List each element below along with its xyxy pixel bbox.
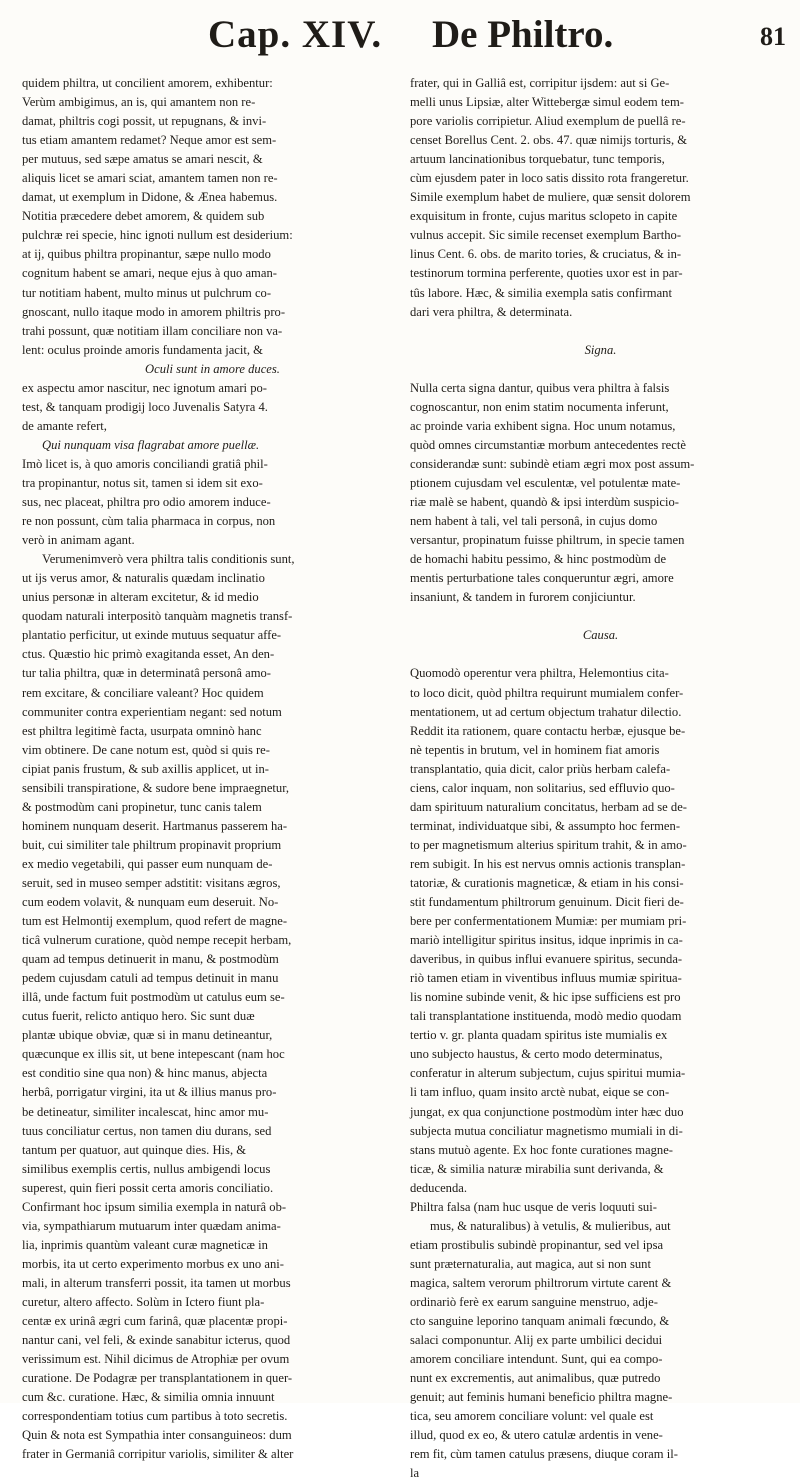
text-line: per mutuus, sed sæpe amatus se amari nescit, & (22, 152, 263, 167)
text-line: rem subigit. In his est nervus omnis actionis transplan- (410, 856, 686, 871)
text-line: Philtra falsa (nam huc usque de veris loquuti sui- (410, 1199, 657, 1214)
text-line: pulchræ rei specie, hinc ignoti nullum est desiderium: (22, 228, 293, 243)
text-line: salaci componuntur. Alij ex parte umbilici decidui (410, 1333, 663, 1348)
text-line: via, sympathiarum mutuarum inter quædam anima- (22, 1218, 281, 1233)
text-line (410, 322, 791, 341)
text-line: herbâ, porrigatur virgini, ita ut & illius manus pro- (22, 1085, 277, 1100)
text-line: frater in Germaniâ corripitur variolis, similiter & alter (22, 1447, 294, 1462)
text-line: superest, quin fieri possit certa amoris conciliatio. (22, 1180, 274, 1195)
text-line: uno subjecto haustus, & certo modo determinatus, (410, 1047, 663, 1062)
text-line: seruit, sed in museo semper adstitit: visitans ægros, (22, 875, 281, 890)
text-line: genuit; aut feminis humani beneficio philtra magne- (410, 1390, 673, 1405)
text-line: ac proinde varia exhibent signa. Hoc unum notamus, (410, 418, 676, 433)
text-line: similibus exemplis certis, nullus ambigendi locus (22, 1161, 271, 1176)
text-line: hominem nunquam deserit. Hartmanus passerem ha- (22, 818, 288, 833)
text-line: vulnus accepit. Sic simile recenset exemplum Bartho- (410, 228, 682, 243)
text-line: tur notitiam habent, multo minus ut pulchrum co- (22, 285, 272, 300)
text-line: illâ, unde factum fuit postmodùm ut catulus eum se- (22, 990, 285, 1005)
text-line: sunt præternaturalia, aut magica, aut si non sunt (410, 1256, 651, 1271)
text-line: etiam prostibulis subindè propinantur, sed vel ipsa (410, 1237, 664, 1252)
text-line: tuus conciliatur certus, non tamen diu durans, sed (22, 1123, 272, 1138)
page-number: 81 (760, 22, 786, 51)
text-line: cum eodem volavit, & nunquam eum deseruit. No- (22, 895, 279, 910)
text-line: considerandæ sunt: subindè etiam ægri mox post assum- (410, 456, 695, 471)
text-line: jungat, ex qua conjunctione postmodùm inter hæc duo (410, 1104, 684, 1119)
text-line: testinorum tormina perferente, quoties uxor est in par- (410, 266, 683, 281)
text-line: lis nomine subinde venit, & hic ipse sufficiens est pro (410, 990, 681, 1005)
text-line: plantatio perficitur, ut exinde mutuus sequatur affe- (22, 628, 282, 643)
text-line: nantur cani, vel feli, & exinde sanabitur icterus, quod (22, 1333, 291, 1348)
text-line: ordinariò ferè ex earum sanguine menstruo, adje- (410, 1295, 658, 1309)
text-line: trahi possunt, quæ notitiam illam conciliare non va- (22, 323, 283, 338)
text-line: dari vera philtra, & determinata. (410, 304, 573, 319)
text-line: nunt ex excrementis, aut animalibus, quæ putredo (410, 1371, 661, 1386)
text-line: terminat, individuatque sibi, & assumpto hoc fermen- (410, 818, 681, 833)
text-line: curetur, altero affecto. Solùm in Ictero fiunt pla- (22, 1295, 265, 1309)
text-line: riæ malè se habent, quandò & ipsi interdùm suspicio- (410, 495, 679, 510)
text-line: Reddit ita rationem, quare contactu herbæ, ejusque be- (410, 723, 686, 738)
text-line: Simile exemplum habet de muliere, quæ sensit dolorem (410, 190, 691, 205)
text-line: stans mutuò agente. Ex hoc fonte curationes magne- (410, 1142, 673, 1157)
text-line: mali, in alterum transferri possit, ita tamen ut morbus (22, 1275, 291, 1290)
text-line: la (410, 1466, 420, 1481)
text-line: unius personæ in alteram excitetur, & id medio (22, 590, 259, 605)
text-line: Notitia præcedere debet amorem, & quidem sub (22, 209, 265, 224)
text-line: be detineatur, similiter incalescat, hinc amor mu- (22, 1104, 269, 1119)
text-line: de amante refert, (22, 418, 107, 433)
text-line: tûs labore. Hæc, & similia exempla satis confirmant (410, 285, 672, 300)
text-line: cutus fuerit, relicto antiquo hero. Sic sunt duæ (22, 1009, 255, 1024)
text-line: ticæ, & similia naturæ mirabilia sunt derivanda, & (410, 1161, 664, 1176)
text-line: damat, philtris cogi possit, ut repugnans, & invi- (22, 114, 267, 129)
text-line: to loco dicit, quòd philtra requirunt mumialem confer- (410, 685, 684, 700)
text-line: amorem conciliare intendunt. Sunt, qui ea compo- (410, 1352, 663, 1367)
text-line: exquisitum in fronte, cujus maritus sclopeto in capite (410, 209, 678, 224)
text-line: centæ ex urinâ ægri cum farinâ, quæ placentæ propi- (22, 1314, 288, 1329)
text-line: tra propinantur, notus sit, tamen si idem sit exo- (22, 475, 263, 490)
text-line: tur talia philtra, quæ in determinatâ personâ amo- (22, 666, 271, 681)
text-line (410, 607, 791, 626)
text-line: correspondentiam totius cum partibus à toto secretis. (22, 1409, 288, 1424)
text-line: to per magnetismum alterius spiritum trahit, & in amo- (410, 837, 687, 852)
text-line: re non possunt, cùm talia pharmaca in corpus, non (22, 514, 276, 529)
text-line: pedem cujusdam catuli ad tempus detinuit in manu (22, 971, 279, 986)
text-line: nem habent à tali, vel tali personâ, in cujus domo (410, 514, 658, 529)
text-line: de homachi habitu pessimo, & hinc postmodùm de (410, 552, 667, 567)
text-line: ctus. Quæstio hic primò exagitanda esset, An den- (22, 647, 275, 662)
text-line: cipiat panis frustum, & sub axillis applicet, ut in- (22, 761, 269, 776)
text-line: li tam influo, quam insito arctè nubat, eique se con- (410, 1085, 670, 1100)
text-line: bere per confermentationem Mumiæ: per mumiam pri- (410, 914, 687, 929)
text-line: Quin & nota est Sympathia inter consanguineos: dum (22, 1428, 292, 1443)
text-line: melli unus Lipsiæ, alter Wittebergæ simul eodem tem- (410, 95, 684, 110)
text-line: damat, ut exemplum in Didone, & Ænea habemus. (22, 190, 278, 205)
text-line: test, & tanquam prodigij loco Juvenalis Satyra 4. (22, 399, 268, 414)
section-heading: De Philtro. (432, 13, 614, 56)
text-line: censet Borellus Cent. 2. obs. 47. quæ nimijs torturis, & (410, 133, 688, 148)
text-line (410, 360, 791, 379)
text-line: riò tamen etiam in viventibus influus mumiæ spiritua- (410, 971, 682, 986)
text-line: cognitum habent se amari, neque ejus à quo aman- (22, 266, 277, 281)
text-line: transplantatio, quia dicit, calor priùs herbam calefa- (410, 761, 671, 776)
text-line: ciens, calor inquam, non solitarius, sed effluvio quo- (410, 780, 675, 795)
text-line: rem excitare, & conciliare valeant? Hoc quidem (22, 685, 264, 700)
text-line: mus, & naturalibus) à vetulis, & mulieribus, aut (430, 1218, 671, 1233)
text-line: Verùm ambigimus, an is, qui amantem non re- (22, 95, 256, 110)
text-line: deducenda. (410, 1180, 467, 1195)
text-line: morbis, ita ut certo experimento morbus ex uno ani- (22, 1256, 284, 1271)
text-line: est philtra legitimè facta, usurpata omninò hanc (22, 723, 262, 738)
text-line: quòd omnes circumstantiæ morbum antecedentes rectè (410, 437, 686, 452)
text-line: ut ijs verus amor, & naturalis quædam inclinatio (22, 571, 265, 586)
text-line: versantur, propinatum fuisse philtrum, in specie tamen (410, 533, 685, 548)
text-line: cognoscantur, non enim statim nocumenta inferunt, (410, 399, 669, 414)
text-line: cum &c. curatione. Hæc, & similia omnia innuunt (22, 1390, 275, 1405)
text-line: dam spirituum naturalium concitatus, herbam ad se de- (410, 799, 687, 814)
chapter-heading: Cap. XIV. (208, 13, 383, 56)
text-line: tantum per quatuor, aut quinque dies. His, & (22, 1142, 247, 1157)
text-line: aliquis licet se amari sciat, amantem tamen non re- (22, 171, 278, 186)
text-line: vim obtinere. De cane notum est, quòd si quis re- (22, 742, 270, 757)
text-line: mentis perturbatione tales conqueruntur ægri, amore (410, 571, 674, 586)
text-line: plantæ ubique obviæ, quæ si in manu detineantur, (22, 1028, 273, 1043)
left-text-column (22, 74, 403, 1462)
text-line: magica, saltem verorum philtrorum virtute carent & (410, 1275, 672, 1290)
text-line: ptionem cujusdam vel esculentæ, vel potulentæ mate- (410, 475, 681, 490)
text-line: nè tepentis in brutum, vel in hominem fiat amoris (410, 742, 660, 757)
text-line: & postmodùm cani propinetur, tunc canis talem (22, 799, 262, 814)
text-line: linus Cent. 6. obs. de marito tories, & cruciatus, & in- (410, 247, 682, 262)
text-line: tus etiam amantem redamet? Neque amor est sem- (22, 133, 277, 148)
text-line: cto sanguine leporino tanquam animali fœcundo, & (410, 1314, 670, 1329)
text-line: quidem philtra, ut concilient amorem, exhibentur: (22, 76, 273, 90)
text-line: daveribus, in quibus influi evanuere spiritus, secunda- (410, 952, 683, 967)
text-line: Qui nunquam visa flagrabat amore puellæ. (42, 437, 260, 452)
text-line: tum est Helmontij exemplum, quod refert de magne- (22, 914, 288, 929)
text-line: verissimum est. Nihil dicimus de Atrophiæ per ovum (22, 1352, 290, 1367)
text-line: ticâ vulnerum curatione, quòd nempe recepit herbam, (22, 933, 292, 948)
text-line: cùm ejusdem pater in loco satis dissito rota frangeretur. (410, 171, 689, 186)
text-line: Confirmant hoc ipsum similia exempla in naturâ ob- (22, 1199, 287, 1214)
text-line: Imò licet is, à quo amoris conciliandi gratiâ phil- (22, 456, 268, 471)
text-line (410, 645, 791, 664)
text-line: Causa. (582, 628, 619, 643)
text-line: lia, inprimis quantùm valeant curæ magneticæ in (22, 1237, 268, 1252)
text-line: conferatur in alterum subjectum, cujus spiritui mumia- (410, 1066, 686, 1081)
text-line: buit, cui similiter tale philtrum propinavit proprium (22, 837, 282, 852)
text-line: tica, seu amorem conciliare volunt: vel quale est (410, 1409, 654, 1424)
right-text-column (410, 74, 791, 1481)
text-line: est conditio sine qua non) & hinc manus, abjecta (22, 1066, 268, 1081)
text-line: Quomodò operentur vera philtra, Helemontius cita- (410, 666, 669, 681)
text-line: Signa. (584, 342, 617, 357)
text-line: mentationem, ut ad certum objectum trahatur dilectio. (410, 704, 682, 719)
text-line: stit fundamentum philtrorum genuinum. Dicit fieri de- (410, 895, 684, 910)
text-line: curatione. De Podagræ per transplantationem in quer- (22, 1371, 293, 1386)
text-line: quodam naturali interpositò tanquàm magnetis transf- (22, 609, 293, 624)
text-line: sus, nec placeat, philtra pro odio amorem induce- (22, 495, 271, 510)
text-line: insaniunt, & tandem in furorem conjiciuntur. (410, 590, 636, 605)
text-line: Verumenimverò vera philtra talis conditionis sunt, (42, 552, 295, 567)
text-line: verò in animam agant. (22, 533, 135, 548)
running-header (0, 10, 800, 68)
text-line: Oculi sunt in amore duces. (145, 361, 280, 376)
text-line: pore variolis corripietur. Aliud exemplum de puellâ re- (410, 114, 686, 129)
text-line: illud, quod ex eo, & utero catulæ ardentis in vene- (410, 1428, 663, 1443)
text-line: Nulla certa signa dantur, quibus vera philtra à falsis (410, 380, 670, 395)
text-line: quæcunque ex illis sit, ut bene intepescant (nam hoc (22, 1047, 285, 1062)
text-line: gnoscant, nullo itaque modo in amorem philtris pro- (22, 304, 286, 319)
text-line: lent: oculus proinde amoris fundamenta jacit, & (22, 342, 263, 357)
text-line: artuum lancinationibus torquebatur, tunc temporis, (410, 152, 665, 167)
text-line: tali transplantatione instituenda, modò medio quodam (410, 1009, 682, 1024)
text-line: tatoriæ, & curationis magneticæ, & etiam in his consi- (410, 875, 684, 890)
text-line: ex medio vegetabili, qui passer eum nunquam de- (22, 856, 273, 871)
text-line: communiter contra experientiam negant: sed notum (22, 704, 282, 719)
text-line: frater, qui in Galliâ est, corripitur ijsdem: aut si Ge- (410, 76, 670, 90)
text-line: rem fit, cùm tamen catulus præsens, diuque coram il- (410, 1447, 678, 1462)
text-line: sensibili transpiratione, & sudore bene impraegnetur, (22, 780, 290, 795)
text-line: at ij, quibus philtra propinantur, sæpe nullo modo (22, 247, 271, 262)
text-line: ex aspectu amor nascitur, nec ignotum amari po- (22, 380, 267, 395)
text-line: subjecta mutua conciliatur magnetismo mumiali in di- (410, 1123, 683, 1138)
text-line: tertio v. gr. planta quadam spiritus iste mumialis ex (410, 1028, 668, 1043)
text-line: mariò intelligitur spiritus insitus, idque inprimis in ca- (410, 933, 683, 948)
text-line: quam ad tempus detinuerit in manu, & postmodùm (22, 952, 279, 967)
